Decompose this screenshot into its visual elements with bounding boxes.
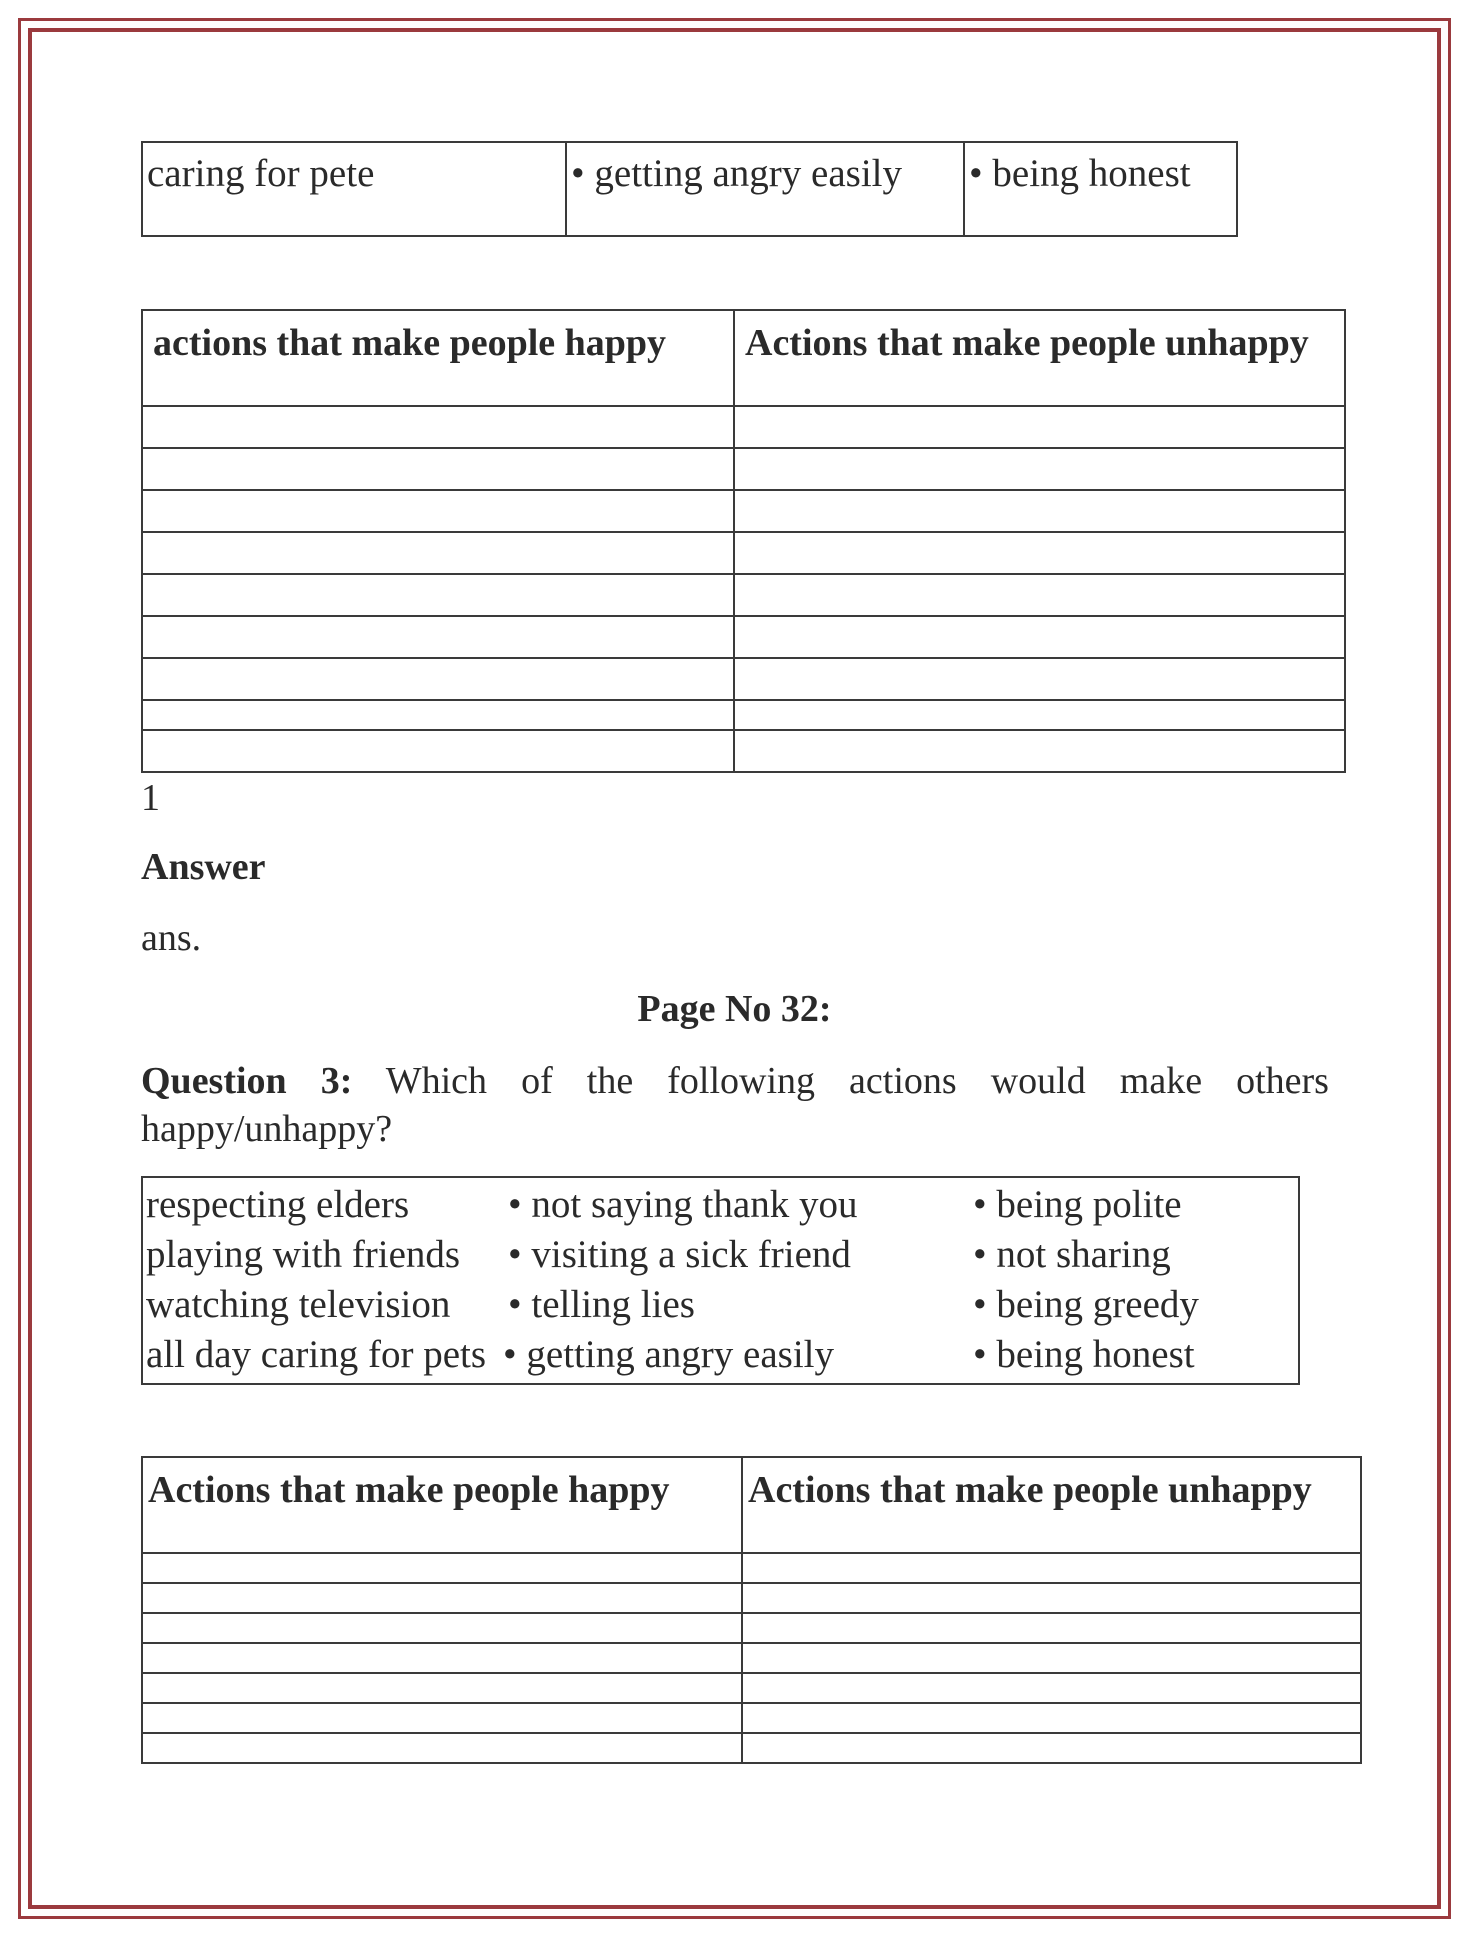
blank-cell[interactable] bbox=[142, 1703, 742, 1733]
option-cell: caring for pete bbox=[142, 142, 566, 236]
answer-heading: Answer bbox=[141, 846, 266, 888]
question-body: Which of the following actions would make others bbox=[385, 1060, 1329, 1102]
list-item: • not saying thank you bbox=[508, 1183, 858, 1226]
list-item: • being honest bbox=[973, 1333, 1195, 1376]
blank-cell[interactable] bbox=[142, 616, 734, 658]
blank-cell[interactable] bbox=[734, 448, 1345, 490]
blank-cell[interactable] bbox=[734, 532, 1345, 574]
list-item: • being polite bbox=[973, 1183, 1182, 1226]
option-cell: • being honest bbox=[964, 142, 1237, 236]
blank-cell[interactable] bbox=[142, 658, 734, 700]
table-row bbox=[142, 730, 1345, 772]
blank-cell[interactable] bbox=[734, 700, 1345, 730]
sorting-table-1 bbox=[141, 309, 1346, 773]
list-item: • being greedy bbox=[973, 1283, 1199, 1326]
question-line-1 bbox=[141, 1057, 1329, 1105]
blank-cell[interactable] bbox=[742, 1673, 1361, 1703]
question-label: Question 3: bbox=[141, 1060, 353, 1102]
blank-cell[interactable] bbox=[742, 1703, 1361, 1733]
table-row bbox=[142, 616, 1345, 658]
blank-cell[interactable] bbox=[142, 1643, 742, 1673]
table-row bbox=[142, 448, 1345, 490]
blank-cell[interactable] bbox=[734, 406, 1345, 448]
blank-cell[interactable] bbox=[734, 490, 1345, 532]
header-happy: Actions that make people happy bbox=[142, 1457, 742, 1553]
list-item: • getting angry easily bbox=[503, 1333, 834, 1376]
table-row bbox=[142, 1673, 1361, 1703]
blank-cell[interactable] bbox=[742, 1613, 1361, 1643]
blank-cell[interactable] bbox=[742, 1553, 1361, 1583]
table-row bbox=[142, 490, 1345, 532]
list-item: • telling lies bbox=[508, 1283, 695, 1326]
blank-cell[interactable] bbox=[142, 574, 734, 616]
header-unhappy: Actions that make people unhappy bbox=[742, 1457, 1361, 1553]
table-row bbox=[142, 1643, 1361, 1673]
blank-cell[interactable] bbox=[142, 1733, 742, 1763]
blank-cell[interactable] bbox=[142, 1673, 742, 1703]
question-text bbox=[141, 1057, 1329, 1153]
list-item: respecting elders bbox=[146, 1183, 410, 1226]
table-row bbox=[142, 1613, 1361, 1643]
table-row bbox=[142, 406, 1345, 448]
blank-cell[interactable] bbox=[142, 1613, 742, 1643]
blank-cell[interactable] bbox=[742, 1583, 1361, 1613]
list-item: all day caring for pets bbox=[146, 1333, 487, 1376]
list-item: • not sharing bbox=[973, 1233, 1171, 1276]
table-row bbox=[142, 532, 1345, 574]
blank-cell[interactable] bbox=[734, 730, 1345, 772]
question-line-2: happy/unhappy? bbox=[141, 1108, 393, 1150]
answer-text: ans. bbox=[141, 917, 202, 959]
blank-cell[interactable] bbox=[142, 490, 734, 532]
page-heading: Page No 32: bbox=[637, 988, 832, 1030]
blank-cell[interactable] bbox=[142, 532, 734, 574]
list-item: watching television bbox=[146, 1283, 451, 1326]
table-row bbox=[142, 1553, 1361, 1583]
list-item: playing with friends bbox=[146, 1233, 461, 1276]
blank-cell[interactable] bbox=[142, 700, 734, 730]
blank-cell[interactable] bbox=[734, 658, 1345, 700]
header-happy: actions that make people happy bbox=[142, 310, 734, 406]
sorting-table-2 bbox=[141, 1456, 1362, 1764]
blank-cell[interactable] bbox=[142, 406, 734, 448]
table-row bbox=[142, 1703, 1361, 1733]
table-row bbox=[142, 1733, 1361, 1763]
table-row bbox=[142, 574, 1345, 616]
list-item: • visiting a sick friend bbox=[508, 1233, 851, 1276]
blank-cell[interactable] bbox=[142, 730, 734, 772]
blank-cell[interactable] bbox=[734, 574, 1345, 616]
table-row bbox=[142, 700, 1345, 730]
blank-cell[interactable] bbox=[742, 1643, 1361, 1673]
number-mark: 1 bbox=[141, 777, 160, 819]
blank-cell[interactable] bbox=[734, 616, 1345, 658]
table-row bbox=[142, 1583, 1361, 1613]
blank-cell[interactable] bbox=[142, 448, 734, 490]
blank-cell[interactable] bbox=[142, 1583, 742, 1613]
options-table bbox=[141, 141, 1238, 237]
option-cell: • getting angry easily bbox=[566, 142, 964, 236]
blank-cell[interactable] bbox=[742, 1733, 1361, 1763]
table-row bbox=[142, 658, 1345, 700]
actions-list-box bbox=[141, 1176, 1300, 1385]
blank-cell[interactable] bbox=[142, 1553, 742, 1583]
header-unhappy: Actions that make people unhappy bbox=[734, 310, 1345, 406]
